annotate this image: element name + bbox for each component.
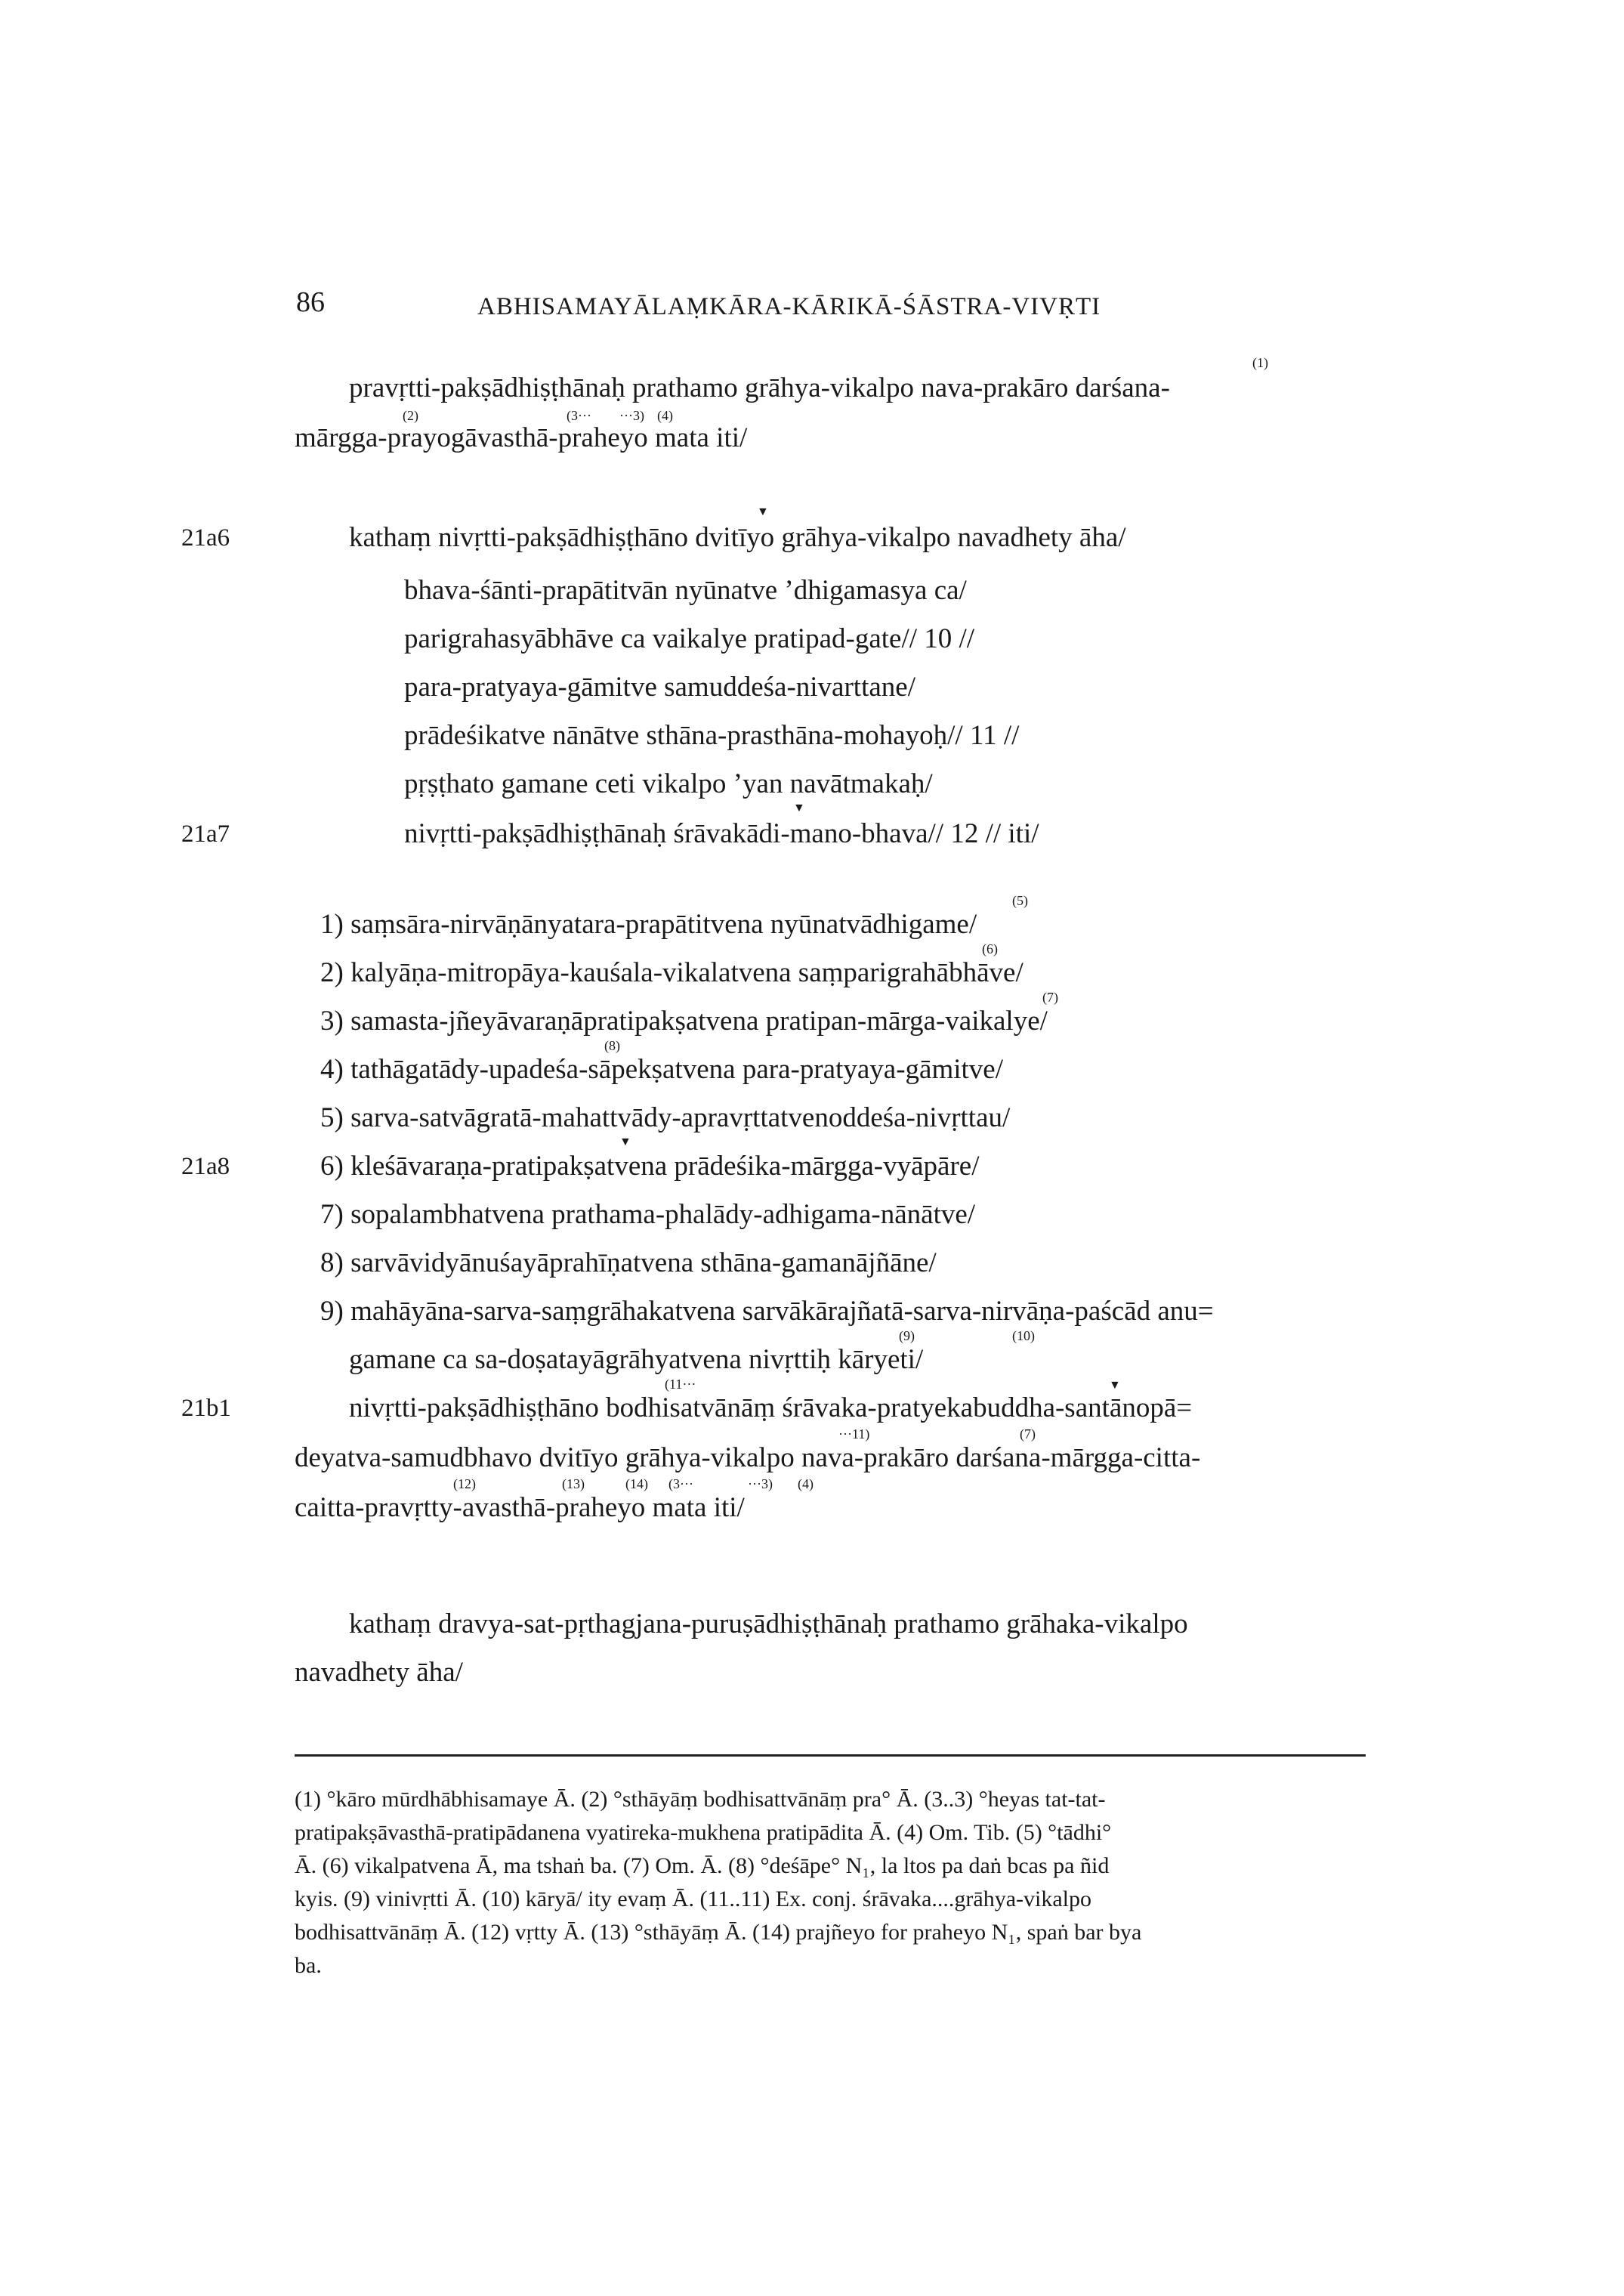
- text-line: pravṛtti-pakṣādhiṣṭhānaḥ prathamo grāhya-vikalpo nava-prakāro darśana-: [349, 372, 1170, 403]
- list-item: 4) tathāgatādy-upadeśa-sāpekṣatvena para-pratyaya-gāmitve/: [320, 1054, 1003, 1085]
- tick-mark: ▼: [757, 505, 769, 518]
- margin-ref: 21a8: [181, 1153, 230, 1180]
- verse-line: pṛṣṭhato gamane ceti vikalpo ’yan navātmakaḥ/: [404, 768, 933, 799]
- text-line: nivṛtti-pakṣādhiṣṭhāno bodhisatvānāṃ śrāvaka-pratyekabuddha-santānopā=: [349, 1392, 1193, 1423]
- footnote-line: Ā. (6) vikalpatvena Ā, ma tshaṅ ba. (7) Om. Ā. (8) °deśāpe° N₁, la ltos pa daṅ bcas pa ñid: [295, 1853, 1110, 1878]
- note-marker: (5): [1012, 893, 1028, 908]
- footnote-rule: [295, 1754, 1366, 1757]
- text-line: navadhety āha/: [295, 1657, 463, 1688]
- footnote-line: ba.: [295, 1953, 322, 1978]
- note-marker: (4): [798, 1476, 814, 1491]
- footnote-line: (1) °kāro mūrdhābhisamaye Ā. (2) °sthāyāṃ bodhisattvānāṃ pra° Ā. (3..3) °heyas tat-tat-: [295, 1787, 1106, 1812]
- note-marker: (13): [562, 1476, 585, 1491]
- text-line: caitta-pravṛtty-avasthā-praheyo mata iti/: [295, 1492, 745, 1523]
- footnote-line: bodhisattvānāṃ Ā. (12) vṛtty Ā. (13) °sthāyāṃ Ā. (14) prajñeyo for praheyo N₁, spaṅ bar bya: [295, 1920, 1142, 1945]
- note-marker: ···11): [838, 1426, 870, 1442]
- page-number: 86: [296, 286, 325, 318]
- note-marker: (14): [625, 1476, 648, 1491]
- text-line: mārgga-prayogāvasthā-praheyo mata iti/: [295, 422, 748, 453]
- text-line: deyatva-samudbhavo dvitīyo grāhya-vikalpo nava-prakāro darśana-mārgga-citta-: [295, 1442, 1201, 1473]
- verse-line: bhava-śānti-prapātitvān nyūnatve ’dhigamasya ca/: [404, 575, 967, 606]
- note-marker: (10): [1012, 1328, 1035, 1343]
- note-marker: (2): [403, 408, 418, 423]
- note-marker: (9): [899, 1328, 915, 1343]
- tick-mark: ▼: [619, 1136, 631, 1148]
- note-marker: (3···: [668, 1476, 693, 1491]
- list-item: 3) samasta-jñeyāvaraṇāpratipakṣatvena pratipan-mārga-vaikalye/: [320, 1006, 1048, 1037]
- text-line: kathaṃ dravya-sat-pṛthagjana-puruṣādhiṣṭhānaḥ prathamo grāhaka-vikalpo: [349, 1608, 1188, 1639]
- margin-ref: 21b1: [181, 1395, 231, 1422]
- note-marker: ···3): [619, 408, 644, 423]
- note-marker: (4): [657, 408, 673, 423]
- note-marker: (8): [604, 1038, 620, 1053]
- text-line: kathaṃ nivṛtti-pakṣādhiṣṭhāno dvitīyo grāhya-vikalpo navadhety āha/: [349, 522, 1126, 553]
- note-marker: (3···: [567, 408, 591, 423]
- list-item: 8) sarvāvidyānuśayāprahīṇatvena sthāna-gamanājñāne/: [320, 1247, 937, 1278]
- footnote-line: pratipakṣāvasthā-pratipādanena vyatireka-mukhena pratipādita Ā. (4) Om. Tib. (5) °tādhi°: [295, 1820, 1112, 1845]
- list-item: 6) kleśāvaraṇa-pratipakṣatvena prādeśika-mārgga-vyāpāre/: [320, 1151, 980, 1182]
- note-marker: (6): [982, 941, 998, 956]
- footnote-line: kyis. (9) vinivṛtti Ā. (10) kāryā/ ity evaṃ Ā. (11..11) Ex. conj. śrāvaka....grāhya-vikalpo: [295, 1887, 1091, 1911]
- note-marker: (1): [1252, 355, 1268, 370]
- note-marker: (12): [453, 1476, 476, 1491]
- list-item: 5) sarva-satvāgratā-mahattvādy-apravṛttatvenoddeśa-nivṛttau/: [320, 1102, 1011, 1133]
- list-item: 1) saṃsāra-nirvāṇānyatara-prapātitvena nyūnatvādhigame/: [320, 909, 977, 940]
- tick-mark: ▼: [793, 802, 805, 814]
- list-item-continuation: gamane ca sa-doṣatayāgrāhyatvena nivṛttiḥ kāryeti/: [349, 1344, 924, 1375]
- verse-line: para-pratyaya-gāmitve samuddeśa-nivarttane/: [404, 672, 915, 703]
- list-item: 2) kalyāṇa-mitropāya-kauśala-vikalatvena saṃparigrahābhāve/: [320, 957, 1023, 988]
- margin-ref: 21a7: [181, 820, 230, 848]
- list-item: 9) mahāyāna-sarva-saṃgrāhakatvena sarvākārajñatā-sarva-nirvāṇa-paścād anu=: [320, 1296, 1214, 1327]
- tick-mark: ▼: [1109, 1379, 1121, 1392]
- list-item: 7) sopalambhatvena prathama-phalādy-adhigama-nānātve/: [320, 1199, 976, 1230]
- margin-ref: 21a6: [181, 524, 230, 552]
- note-marker: (7): [1042, 990, 1058, 1005]
- verse-line: parigrahasyābhāve ca vaikalye pratipad-gate// 10 //: [404, 623, 975, 654]
- note-marker: ···3): [748, 1476, 773, 1491]
- verse-line: nivṛtti-pakṣādhiṣṭhānaḥ śrāvakādi-mano-bhava// 12 // iti/: [404, 818, 1039, 849]
- verse-line: prādeśikatve nānātve sthāna-prasthāna-mohayoḥ// 11 //: [404, 720, 1020, 751]
- running-title: ABHISAMAYĀLAṂKĀRA-KĀRIKĀ-ŚĀSTRA-VIVṚTI: [477, 293, 1101, 320]
- note-marker: (11···: [665, 1377, 696, 1392]
- note-marker: (7): [1020, 1426, 1036, 1442]
